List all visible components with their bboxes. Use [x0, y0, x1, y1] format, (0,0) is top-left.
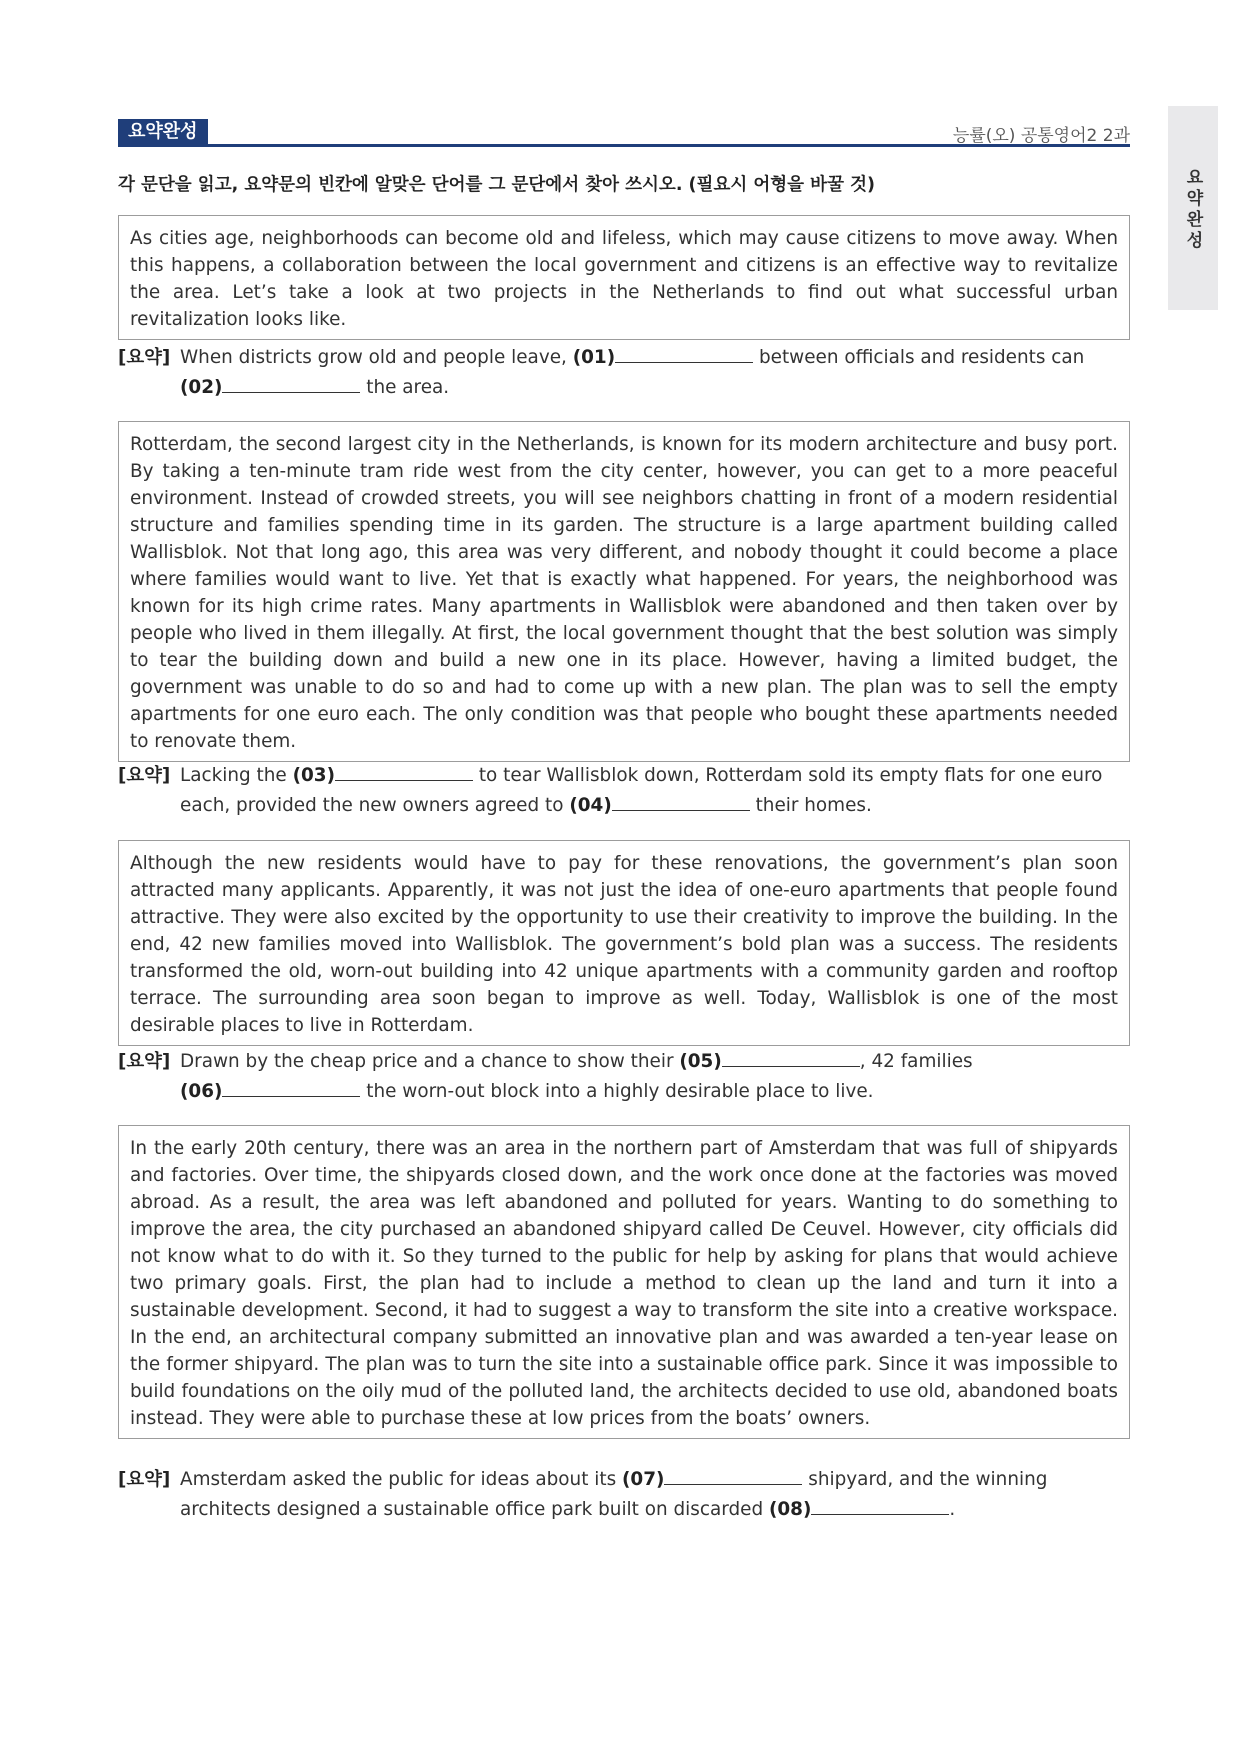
summary-tag: [요약] [118, 1469, 171, 1490]
section-badge: 요약완성 [118, 119, 208, 144]
answer-blank[interactable] [222, 1077, 360, 1097]
passage-box: Rotterdam, the second largest city in the Netherlands, is known for its modern architecture and busy port. By taking a ten-minute tram ride west from the city center, however, you can get to a more peaceful environment. Instead of crowded streets, you will see neighbors chatting in front of a modern residential structure and families spending time in its garden. The structure is a large apartment building called Wallisblok. Not that long ago, this area was very different, and nobody thought it could become a place where families would want to live. Yet that is exactly what happened. For years, the neighborhood was known for its high crime rates. Many apartments in Wallisblok were abandoned and then taken over by people who lived in them illegally. At first, the local government thought that the best solution was simply to tear the building down and build a new one in its place. However, having a limited budget, the government was unable to do so and had to come up with a new plan. The plan was to sell the empty apartments for one euro each. The only condition was that people who bought these apartments needed to renovate them. [118, 421, 1130, 762]
summary-text: their homes. [749, 794, 872, 816]
summary-text: Lacking the [180, 765, 293, 786]
summary-text: between officials and residents can [753, 347, 1085, 368]
summary-text: the worn-out block into a highly desirable place to live. [360, 1080, 874, 1102]
side-tab [1168, 106, 1218, 310]
answer-blank[interactable] [664, 1465, 802, 1485]
course-label: 능률(오) 공통영어2 2과 [952, 126, 1130, 146]
answer-blank[interactable] [722, 1047, 860, 1067]
answer-blank[interactable] [612, 791, 750, 811]
summary-text: Amsterdam asked the public for ideas about its [180, 1469, 623, 1490]
summary [118, 761, 1130, 820]
summary-text: to tear Wallisblok down, Rotterdam sold its empty flats for one euro each, provided the new owners agreed to [180, 765, 1103, 816]
blank-number: (02) [180, 376, 223, 398]
summary-tag: [요약] [118, 347, 171, 368]
summary-text: , 42 families [859, 1051, 973, 1072]
summary [118, 343, 1130, 402]
summary-text: . [949, 1498, 956, 1520]
summary [118, 1047, 1130, 1106]
summary-tag: [요약] [118, 1051, 171, 1072]
summary-tag: [요약] [118, 765, 171, 786]
passage-box: In the early 20th century, there was an area in the northern part of Amsterdam that was full of shipyards and factories. Over time, the shipyards closed down, and the work once done at the factories was moved abroad. As a result, the area was left abandoned and polluted for years. Wanting to do something to improve the area, the city purchased an abandoned shipyard called De Ceuvel. However, city officials did not know what to do with it. So they turned to the public for help by asking for plans that would achieve two primary goals. First, the plan had to include a method to clean up the land and turn it into a sustainable development. Second, it had to suggest a way to transform the site into a creative workspace. In the end, an architectural company submitted an innovative plan and was awarded a ten-year lease on the former shipyard. The plan was to turn the site into a sustainable office park. Since it was impossible to build foundations on the oily mud of the polluted land, the architects decided to use old, abandoned boats instead. They were able to purchase these at low prices from the boats’ owners. [118, 1125, 1130, 1439]
blank-number: (07) [622, 1469, 665, 1490]
blank-number: (03) [292, 765, 335, 786]
blank-number: (06) [180, 1080, 223, 1102]
section-header [118, 119, 1130, 147]
passage-box: As cities age, neighborhoods can become old and lifeless, which may cause citizens to move away. When this happens, a collaboration between the local government and citizens is an effective way to revitalize the area. Let’s take a look at two projects in the Netherlands to find out what successful urban revitalization looks like. [118, 215, 1130, 340]
answer-blank[interactable] [615, 343, 753, 363]
blank-number: (05) [679, 1051, 722, 1072]
side-tab-label: 요약완성 [1182, 168, 1203, 252]
answer-blank[interactable] [811, 1495, 949, 1515]
answer-blank[interactable] [335, 761, 473, 781]
blank-number: (04) [569, 794, 612, 816]
answer-blank[interactable] [222, 373, 360, 393]
summary-text: the area. [360, 376, 450, 398]
summary-text: When districts grow old and people leave, [180, 347, 573, 368]
summary [118, 1465, 1130, 1524]
summary-text: Drawn by the cheap price and a chance to show their [180, 1051, 680, 1072]
passage-box: Although the new residents would have to pay for these renovations, the government’s plan soon attracted many applicants. Apparently, it was not just the idea of one-euro apartments that people found attractive. They were also excited by the opportunity to use their creativity to improve the building. In the end, 42 new families moved into Wallisblok. The government’s bold plan was a success. The residents transformed the old, worn-out building into 42 unique apartments with a community garden and rooftop terrace. The surrounding area soon began to improve as well. Today, Wallisblok is one of the most desirable places to live in Rotterdam. [118, 840, 1130, 1046]
summary-text: shipyard, and the winning architects designed a sustainable office park built on discarded [180, 1469, 1048, 1520]
blank-number: (01) [572, 347, 616, 368]
blank-number: (08) [768, 1498, 812, 1520]
instruction: 각 문단을 읽고, 요약문의 빈칸에 알맞은 단어를 그 문단에서 찾아 쓰시오. (필요시 어형을 바꿀 것) [118, 175, 875, 195]
